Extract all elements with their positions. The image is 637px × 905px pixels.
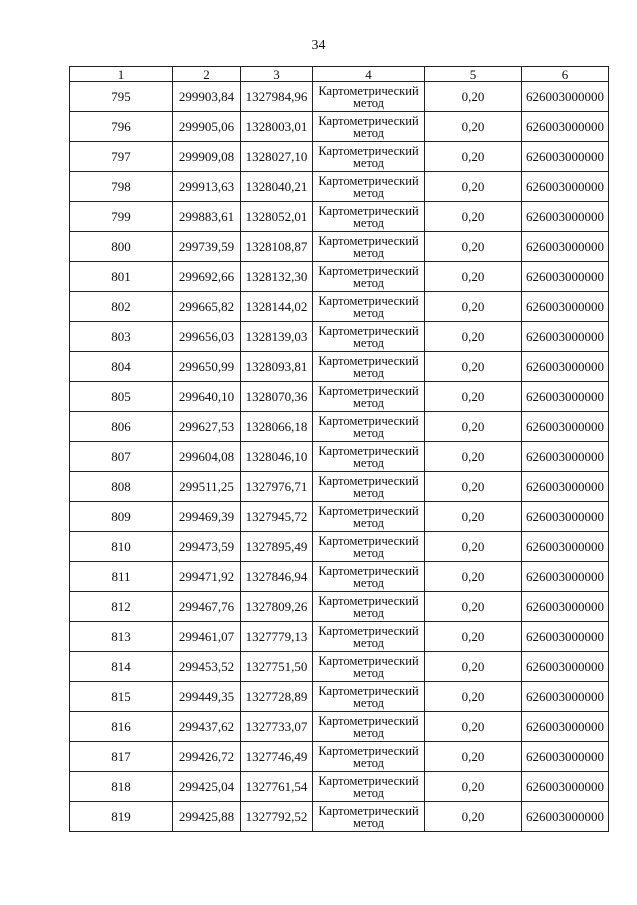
point-number-cell: 797 (70, 142, 173, 172)
method-cell: Картометрический метод (313, 232, 425, 262)
header-cell: 6 (522, 67, 609, 82)
cadastral-code-cell: 626003000000 (522, 82, 609, 112)
point-number-cell: 811 (70, 562, 173, 592)
point-number-cell: 810 (70, 532, 173, 562)
method-cell: Картометрический метод (313, 82, 425, 112)
method-cell: Картометрический метод (313, 532, 425, 562)
point-number-cell: 801 (70, 262, 173, 292)
table-row (70, 202, 609, 232)
y-coordinate-cell: 1327751,50 (241, 652, 313, 682)
method-cell: Картометрический метод (313, 712, 425, 742)
cadastral-code-cell: 626003000000 (522, 502, 609, 532)
method-cell: Картометрический метод (313, 142, 425, 172)
header-cell: 5 (425, 67, 522, 82)
method-cell: Картометрический метод (313, 502, 425, 532)
cadastral-code-cell: 626003000000 (522, 262, 609, 292)
table-row (70, 622, 609, 652)
y-coordinate-cell: 1327945,72 (241, 502, 313, 532)
cadastral-code-cell: 626003000000 (522, 112, 609, 142)
table-body (70, 82, 609, 832)
header-cell: 4 (313, 67, 425, 82)
y-coordinate-cell: 1327746,49 (241, 742, 313, 772)
point-number-cell: 808 (70, 472, 173, 502)
x-coordinate-cell: 299627,53 (173, 412, 241, 442)
y-coordinate-cell: 1328003,01 (241, 112, 313, 142)
accuracy-cell: 0,20 (425, 712, 522, 742)
accuracy-cell: 0,20 (425, 412, 522, 442)
cadastral-code-cell: 626003000000 (522, 142, 609, 172)
table-row (70, 802, 609, 832)
table-row (70, 532, 609, 562)
cadastral-code-cell: 626003000000 (522, 292, 609, 322)
point-number-cell: 816 (70, 712, 173, 742)
table-row (70, 232, 609, 262)
table-row (70, 442, 609, 472)
point-number-cell: 819 (70, 802, 173, 832)
header-cell: 2 (173, 67, 241, 82)
accuracy-cell: 0,20 (425, 352, 522, 382)
table-row (70, 352, 609, 382)
x-coordinate-cell: 299650,99 (173, 352, 241, 382)
point-number-cell: 809 (70, 502, 173, 532)
method-cell: Картометрический метод (313, 622, 425, 652)
accuracy-cell: 0,20 (425, 112, 522, 142)
cadastral-code-cell: 626003000000 (522, 172, 609, 202)
x-coordinate-cell: 299473,59 (173, 532, 241, 562)
cadastral-code-cell: 626003000000 (522, 772, 609, 802)
point-number-cell: 798 (70, 172, 173, 202)
y-coordinate-cell: 1328046,10 (241, 442, 313, 472)
table-row (70, 502, 609, 532)
point-number-cell: 806 (70, 412, 173, 442)
cadastral-code-cell: 626003000000 (522, 322, 609, 352)
x-coordinate-cell: 299426,72 (173, 742, 241, 772)
cadastral-code-cell: 626003000000 (522, 562, 609, 592)
accuracy-cell: 0,20 (425, 682, 522, 712)
x-coordinate-cell: 299692,66 (173, 262, 241, 292)
table-row (70, 742, 609, 772)
x-coordinate-cell: 299656,03 (173, 322, 241, 352)
method-cell: Картометрический метод (313, 652, 425, 682)
accuracy-cell: 0,20 (425, 442, 522, 472)
x-coordinate-cell: 299467,76 (173, 592, 241, 622)
method-cell: Картометрический метод (313, 562, 425, 592)
table-row (70, 142, 609, 172)
x-coordinate-cell: 299903,84 (173, 82, 241, 112)
method-cell: Картометрический метод (313, 772, 425, 802)
x-coordinate-cell: 299909,08 (173, 142, 241, 172)
accuracy-cell: 0,20 (425, 532, 522, 562)
point-number-cell: 803 (70, 322, 173, 352)
method-cell: Картометрический метод (313, 202, 425, 232)
x-coordinate-cell: 299905,06 (173, 112, 241, 142)
cadastral-code-cell: 626003000000 (522, 412, 609, 442)
table-row (70, 772, 609, 802)
method-cell: Картометрический метод (313, 112, 425, 142)
y-coordinate-cell: 1328070,36 (241, 382, 313, 412)
y-coordinate-cell: 1327984,96 (241, 82, 313, 112)
y-coordinate-cell: 1328144,02 (241, 292, 313, 322)
x-coordinate-cell: 299453,52 (173, 652, 241, 682)
cadastral-code-cell: 626003000000 (522, 202, 609, 232)
accuracy-cell: 0,20 (425, 172, 522, 202)
table-row (70, 712, 609, 742)
point-number-cell: 795 (70, 82, 173, 112)
cadastral-code-cell: 626003000000 (522, 682, 609, 712)
header-cell: 3 (241, 67, 313, 82)
y-coordinate-cell: 1328132,30 (241, 262, 313, 292)
table-row (70, 412, 609, 442)
cadastral-code-cell: 626003000000 (522, 472, 609, 502)
header-cell: 1 (70, 67, 173, 82)
cadastral-code-cell: 626003000000 (522, 622, 609, 652)
x-coordinate-cell: 299471,92 (173, 562, 241, 592)
x-coordinate-cell: 299913,63 (173, 172, 241, 202)
x-coordinate-cell: 299449,35 (173, 682, 241, 712)
point-number-cell: 802 (70, 292, 173, 322)
cadastral-code-cell: 626003000000 (522, 592, 609, 622)
table-row (70, 682, 609, 712)
table-header (70, 67, 609, 82)
point-number-cell: 805 (70, 382, 173, 412)
table-row (70, 172, 609, 202)
x-coordinate-cell: 299640,10 (173, 382, 241, 412)
x-coordinate-cell: 299511,25 (173, 472, 241, 502)
method-cell: Картометрический метод (313, 172, 425, 202)
cadastral-code-cell: 626003000000 (522, 742, 609, 772)
point-number-cell: 799 (70, 202, 173, 232)
point-number-cell: 800 (70, 232, 173, 262)
accuracy-cell: 0,20 (425, 292, 522, 322)
cadastral-code-cell: 626003000000 (522, 352, 609, 382)
point-number-cell: 804 (70, 352, 173, 382)
y-coordinate-cell: 1327779,13 (241, 622, 313, 652)
y-coordinate-cell: 1328052,01 (241, 202, 313, 232)
point-number-cell: 813 (70, 622, 173, 652)
accuracy-cell: 0,20 (425, 262, 522, 292)
table-row (70, 562, 609, 592)
point-number-cell: 818 (70, 772, 173, 802)
cadastral-code-cell: 626003000000 (522, 712, 609, 742)
x-coordinate-cell: 299437,62 (173, 712, 241, 742)
method-cell: Картометрический метод (313, 262, 425, 292)
coordinates-table (69, 66, 609, 832)
method-cell: Картометрический метод (313, 682, 425, 712)
point-number-cell: 812 (70, 592, 173, 622)
method-cell: Картометрический метод (313, 412, 425, 442)
accuracy-cell: 0,20 (425, 322, 522, 352)
accuracy-cell: 0,20 (425, 202, 522, 232)
point-number-cell: 807 (70, 442, 173, 472)
cadastral-code-cell: 626003000000 (522, 382, 609, 412)
y-coordinate-cell: 1327809,26 (241, 592, 313, 622)
x-coordinate-cell: 299883,61 (173, 202, 241, 232)
method-cell: Картометрический метод (313, 472, 425, 502)
point-number-cell: 815 (70, 682, 173, 712)
y-coordinate-cell: 1328108,87 (241, 232, 313, 262)
accuracy-cell: 0,20 (425, 502, 522, 532)
accuracy-cell: 0,20 (425, 622, 522, 652)
accuracy-cell: 0,20 (425, 742, 522, 772)
table-row (70, 592, 609, 622)
point-number-cell: 817 (70, 742, 173, 772)
cadastral-code-cell: 626003000000 (522, 652, 609, 682)
x-coordinate-cell: 299425,04 (173, 772, 241, 802)
y-coordinate-cell: 1327792,52 (241, 802, 313, 832)
y-coordinate-cell: 1328139,03 (241, 322, 313, 352)
cadastral-code-cell: 626003000000 (522, 802, 609, 832)
x-coordinate-cell: 299665,82 (173, 292, 241, 322)
y-coordinate-cell: 1327976,71 (241, 472, 313, 502)
method-cell: Картометрический метод (313, 322, 425, 352)
y-coordinate-cell: 1328027,10 (241, 142, 313, 172)
table-row (70, 262, 609, 292)
y-coordinate-cell: 1327846,94 (241, 562, 313, 592)
y-coordinate-cell: 1328040,21 (241, 172, 313, 202)
method-cell: Картометрический метод (313, 382, 425, 412)
accuracy-cell: 0,20 (425, 652, 522, 682)
accuracy-cell: 0,20 (425, 472, 522, 502)
accuracy-cell: 0,20 (425, 802, 522, 832)
table-row (70, 82, 609, 112)
accuracy-cell: 0,20 (425, 232, 522, 262)
x-coordinate-cell: 299425,88 (173, 802, 241, 832)
cadastral-code-cell: 626003000000 (522, 232, 609, 262)
accuracy-cell: 0,20 (425, 142, 522, 172)
table-row (70, 652, 609, 682)
table-row (70, 322, 609, 352)
method-cell: Картометрический метод (313, 592, 425, 622)
x-coordinate-cell: 299739,59 (173, 232, 241, 262)
x-coordinate-cell: 299604,08 (173, 442, 241, 472)
y-coordinate-cell: 1327728,89 (241, 682, 313, 712)
method-cell: Картометрический метод (313, 352, 425, 382)
header-row (70, 67, 609, 82)
method-cell: Картометрический метод (313, 802, 425, 832)
cadastral-code-cell: 626003000000 (522, 442, 609, 472)
y-coordinate-cell: 1328093,81 (241, 352, 313, 382)
x-coordinate-cell: 299461,07 (173, 622, 241, 652)
point-number-cell: 796 (70, 112, 173, 142)
y-coordinate-cell: 1327761,54 (241, 772, 313, 802)
accuracy-cell: 0,20 (425, 382, 522, 412)
method-cell: Картометрический метод (313, 292, 425, 322)
y-coordinate-cell: 1327895,49 (241, 532, 313, 562)
method-cell: Картометрический метод (313, 742, 425, 772)
accuracy-cell: 0,20 (425, 562, 522, 592)
accuracy-cell: 0,20 (425, 772, 522, 802)
table-row (70, 472, 609, 502)
cadastral-code-cell: 626003000000 (522, 532, 609, 562)
accuracy-cell: 0,20 (425, 82, 522, 112)
y-coordinate-cell: 1327733,07 (241, 712, 313, 742)
table-row (70, 292, 609, 322)
point-number-cell: 814 (70, 652, 173, 682)
table-row (70, 382, 609, 412)
x-coordinate-cell: 299469,39 (173, 502, 241, 532)
accuracy-cell: 0,20 (425, 592, 522, 622)
y-coordinate-cell: 1328066,18 (241, 412, 313, 442)
method-cell: Картометрический метод (313, 442, 425, 472)
table-row (70, 112, 609, 142)
page-number: 34 (311, 38, 326, 53)
